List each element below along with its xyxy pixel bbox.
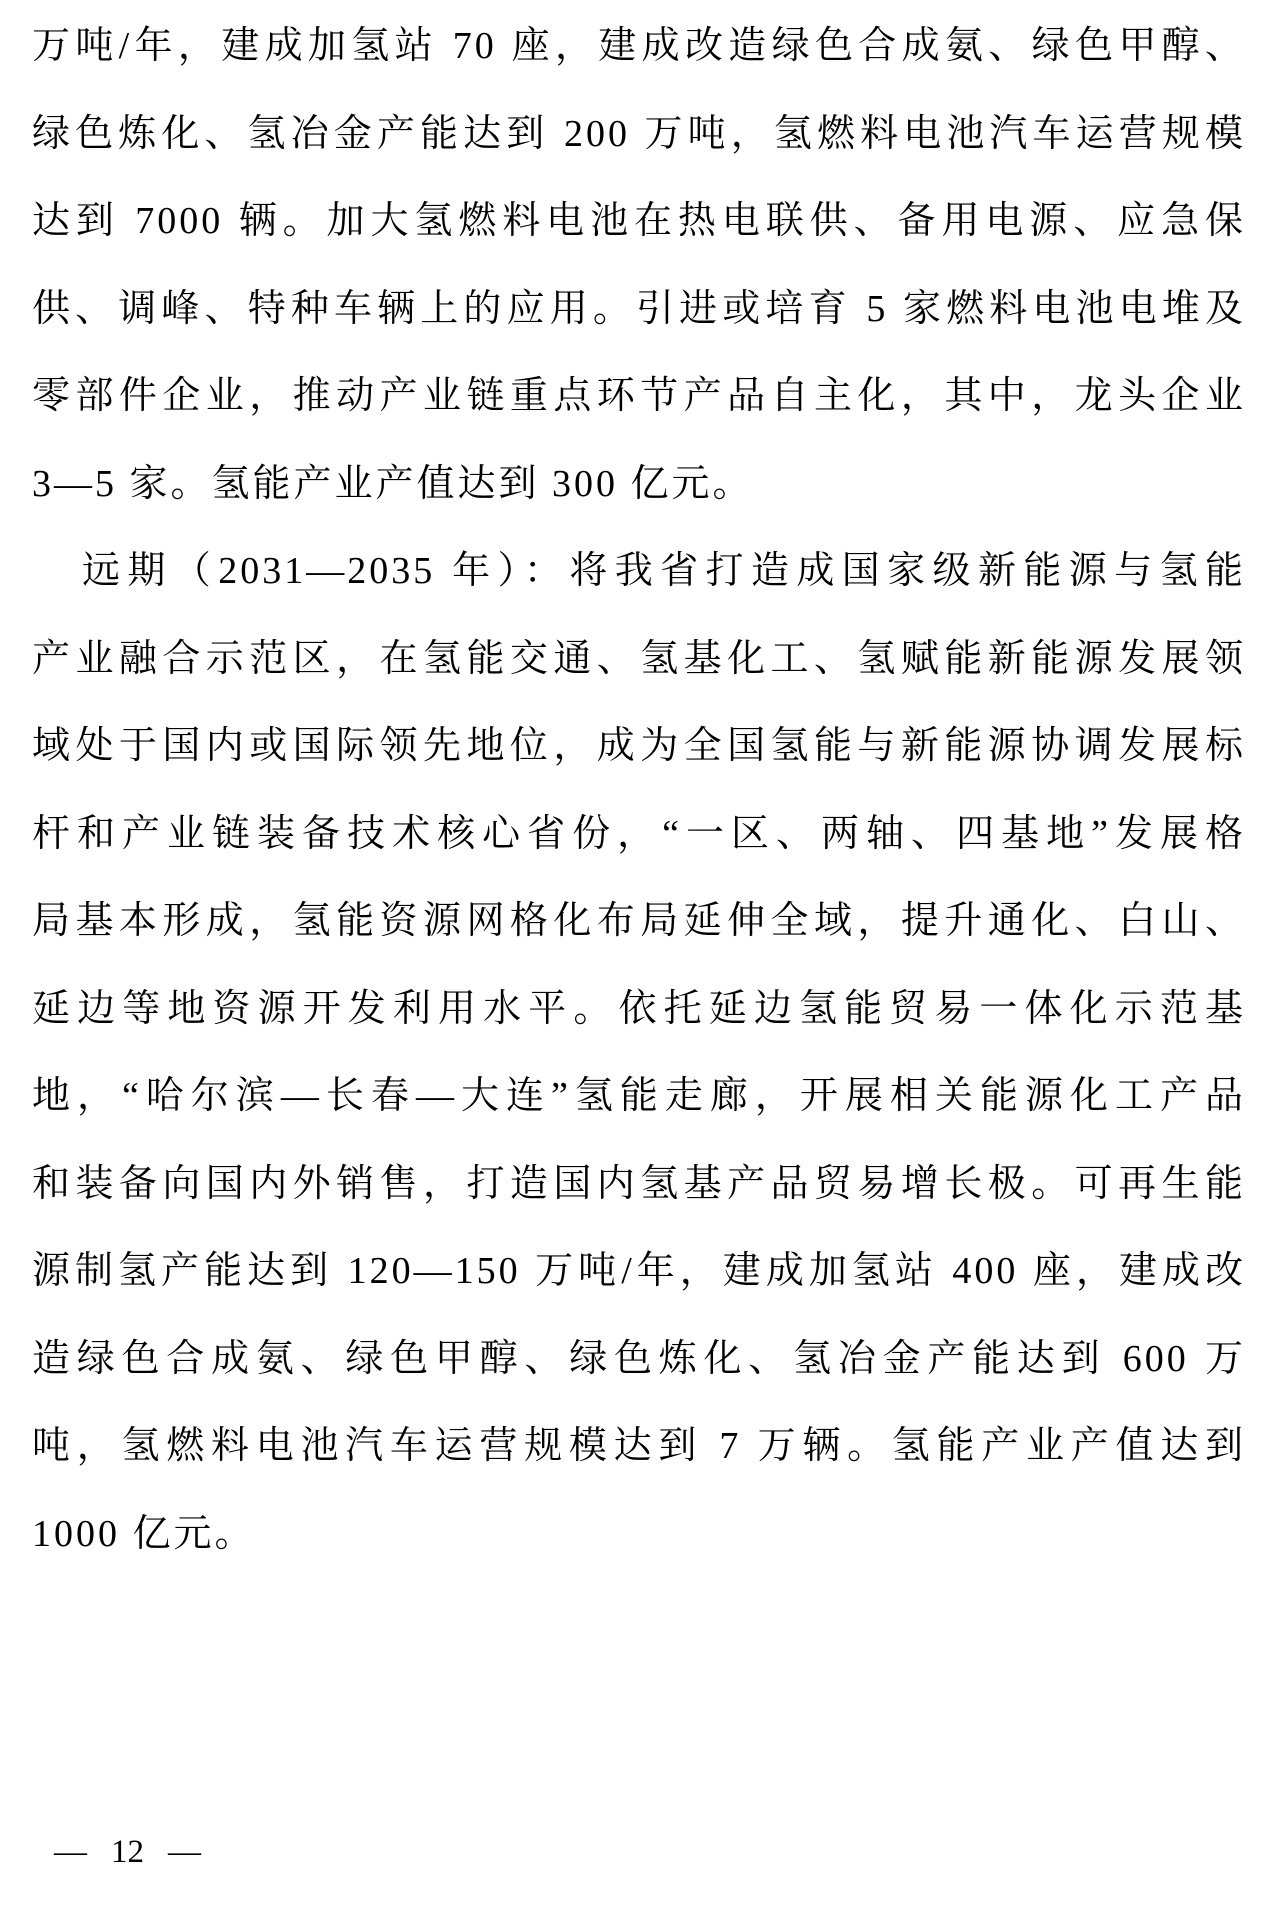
text-line: 绿色炼化、氢冶金产能达到 200 万吨，氢燃料电池汽车运营规模 xyxy=(32,112,1246,155)
text-line: 和装备向国内外销售，打造国内氢基产品贸易增长极。可再生能 xyxy=(32,1162,1246,1205)
text-line: 局基本形成，氢能资源网格化布局延伸全域，提升通化、白山、 xyxy=(32,900,1246,942)
text-line: 源制氢产能达到 120—150 万吨/年，建成加氢站 400 座，建成改 xyxy=(32,1250,1246,1292)
text-line: 零部件企业，推动产业链重点环节产品自主化，其中，龙头企业 xyxy=(32,375,1246,417)
text-line: 造绿色合成氨、绿色甲醇、绿色炼化、氢冶金产能达到 600 万 xyxy=(32,1337,1246,1380)
text-line: 3—5 家。氢能产业产值达到 300 亿元。 xyxy=(32,462,754,505)
text-line: 产业融合示范区，在氢能交通、氢基化工、氢赋能新能源发展领 xyxy=(32,637,1246,680)
text-line: 供、调峰、特种车辆上的应用。引进或培育 5 家燃料电池电堆及 xyxy=(32,287,1246,330)
text-line: 杆和产业链装备技术核心省份，“一区、两轴、四基地”发展格 xyxy=(32,812,1246,855)
body-text xyxy=(32,3,1246,1578)
text-line: 远期（2031—2035 年）：将我省打造成国家级新能源与氢能 xyxy=(82,550,1246,592)
text-line: 地，“哈尔滨—长春—大连”氢能走廊，开展相关能源化工产品 xyxy=(32,1075,1246,1117)
text-line: 延边等地资源开发利用水平。依托延边氢能贸易一体化示范基 xyxy=(32,987,1246,1030)
text-line: 吨，氢燃料电池汽车运营规模达到 7 万辆。氢能产业产值达到 xyxy=(32,1425,1246,1467)
text-line: 域处于国内或国际领先地位，成为全国氢能与新能源协调发展标 xyxy=(32,725,1246,767)
footer-dash-right: — xyxy=(168,1834,201,1870)
text-line: 万吨/年，建成加氢站 70 座，建成改造绿色合成氨、绿色甲醇、 xyxy=(32,25,1246,67)
text-line: 1000 亿元。 xyxy=(32,1512,256,1555)
page-number: 12 xyxy=(111,1834,144,1870)
page-footer xyxy=(54,1832,201,1872)
text-line: 达到 7000 辆。加大氢燃料电池在热电联供、备用电源、应急保 xyxy=(32,200,1246,242)
footer-dash-left: — xyxy=(54,1834,87,1870)
